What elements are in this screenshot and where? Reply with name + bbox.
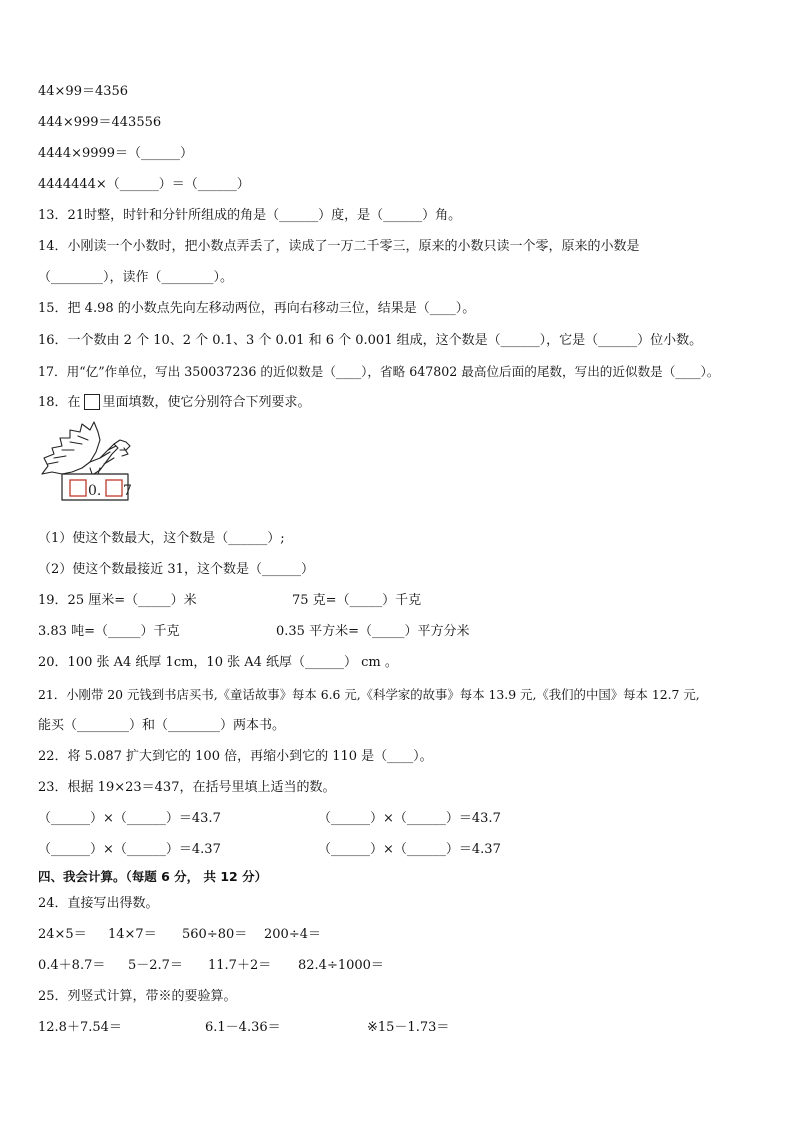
bird-sign-illustration xyxy=(34,418,144,514)
question-19-a: 19．25 厘米=（_____）米 xyxy=(38,593,197,608)
question-14-line-2: （________），读作（________）。 xyxy=(38,270,234,285)
question-25: 25．列竖式计算，带※的要验算。 xyxy=(38,989,237,1004)
question-23-a: （______）×（______）＝43.7 xyxy=(38,811,221,826)
q24-row-2-item-4: 82.4÷1000＝ xyxy=(298,958,384,973)
sign-digit-text: 7 xyxy=(123,483,132,499)
q24-row-2-item-3: 11.7＋2＝ xyxy=(208,958,272,973)
question-16: 16．一个数由 2 个 10、2 个 0.1、3 个 0.01 和 6 个 0.001 组成，这个数是（______），它是（______）位小数。 xyxy=(38,333,703,348)
question-23-d: （______）×（______）＝4.37 xyxy=(318,842,501,857)
question-15: 15．把 4.98 的小数点先向左移动两位，再向右移动三位，结果是（____）。 xyxy=(38,301,476,316)
question-19-b: 75 克=（_____）千克 xyxy=(292,593,422,608)
question-18-part-1: （1）使这个数最大，这个数是（______）; xyxy=(38,531,285,546)
question-23-c: （______）×（______）＝4.37 xyxy=(38,842,221,857)
question-18 xyxy=(38,394,311,412)
question-21-line-2: 能买（________）和（________）两本书。 xyxy=(38,718,286,733)
question-19-c: 3.83 吨=（_____）千克 xyxy=(38,624,180,639)
question-18-prefix: 18．在 xyxy=(38,395,81,410)
question-13: 13．21时整，时针和分针所组成的角是（______）度，是（______）角。 xyxy=(38,208,462,223)
question-18-suffix: 里面填数，使它分别符合下列要求。 xyxy=(102,395,311,410)
question-22: 22．将 5.087 扩大到它的 100 倍，再缩小到它的 110 是（____）。 xyxy=(38,749,433,764)
question-20: 20．100 张 A4 纸厚 1cm，10 张 A4 纸厚（______） cm 。 xyxy=(38,655,398,670)
q24-row-2-item-1: 0.4＋8.7＝ xyxy=(38,958,106,973)
q24-row-1-item-3: 560÷80＝ xyxy=(182,927,248,942)
question-21-line-1: 21．小刚带 20 元钱到书店买书,《童话故事》每本 6.6 元,《科学家的故事》每本 13.9 元,《我们的中国》每本 12.7 元, xyxy=(38,687,700,702)
question-23: 23．根据 19×23＝437，在括号里填上适当的数。 xyxy=(38,780,336,795)
q25-item-2: 6.1－4.36＝ xyxy=(205,1020,281,1035)
equation-line-3: 4444×9999＝（______） xyxy=(38,146,194,161)
q24-row-1-item-1: 24×5＝ xyxy=(38,927,87,942)
section-4-heading: 四、我会计算。（每题 6 分， 共 12 分） xyxy=(38,869,268,884)
equation-line-4: 4444444×（______）＝（______） xyxy=(38,177,250,192)
q24-row-1-item-2: 14×7＝ xyxy=(108,927,157,942)
question-19-d: 0.35 平方米=（_____）平方分米 xyxy=(276,624,470,639)
q25-item-3: ※15－1.73＝ xyxy=(367,1020,450,1035)
q24-row-1-item-4: 200÷4＝ xyxy=(264,927,321,942)
question-24: 24．直接写出得数。 xyxy=(38,896,159,911)
question-14-line-1: 14．小刚读一个小数时，把小数点弄丢了，读成了一万二千零三，原来的小数只读一个零，原来的小数是 xyxy=(38,239,640,254)
question-17: 17．用“亿”作单位，写出 350037236 的近似数是（____），省略 647802 最高位后面的尾数，写出的近似数是（____）。 xyxy=(38,364,720,379)
blank-box-icon xyxy=(84,394,100,410)
equation-line-2: 444×999＝443556 xyxy=(38,115,162,130)
q25-item-1: 12.8＋7.54＝ xyxy=(38,1020,122,1035)
question-23-b: （______）×（______）＝43.7 xyxy=(318,811,501,826)
q24-row-2-item-2: 5－2.7＝ xyxy=(128,958,183,973)
question-18-part-2: （2）使这个数最接近 31，这个数是（______） xyxy=(38,562,314,577)
sign-decimal-text: 0. xyxy=(88,483,102,499)
equation-line-1: 44×99＝4356 xyxy=(38,84,129,99)
